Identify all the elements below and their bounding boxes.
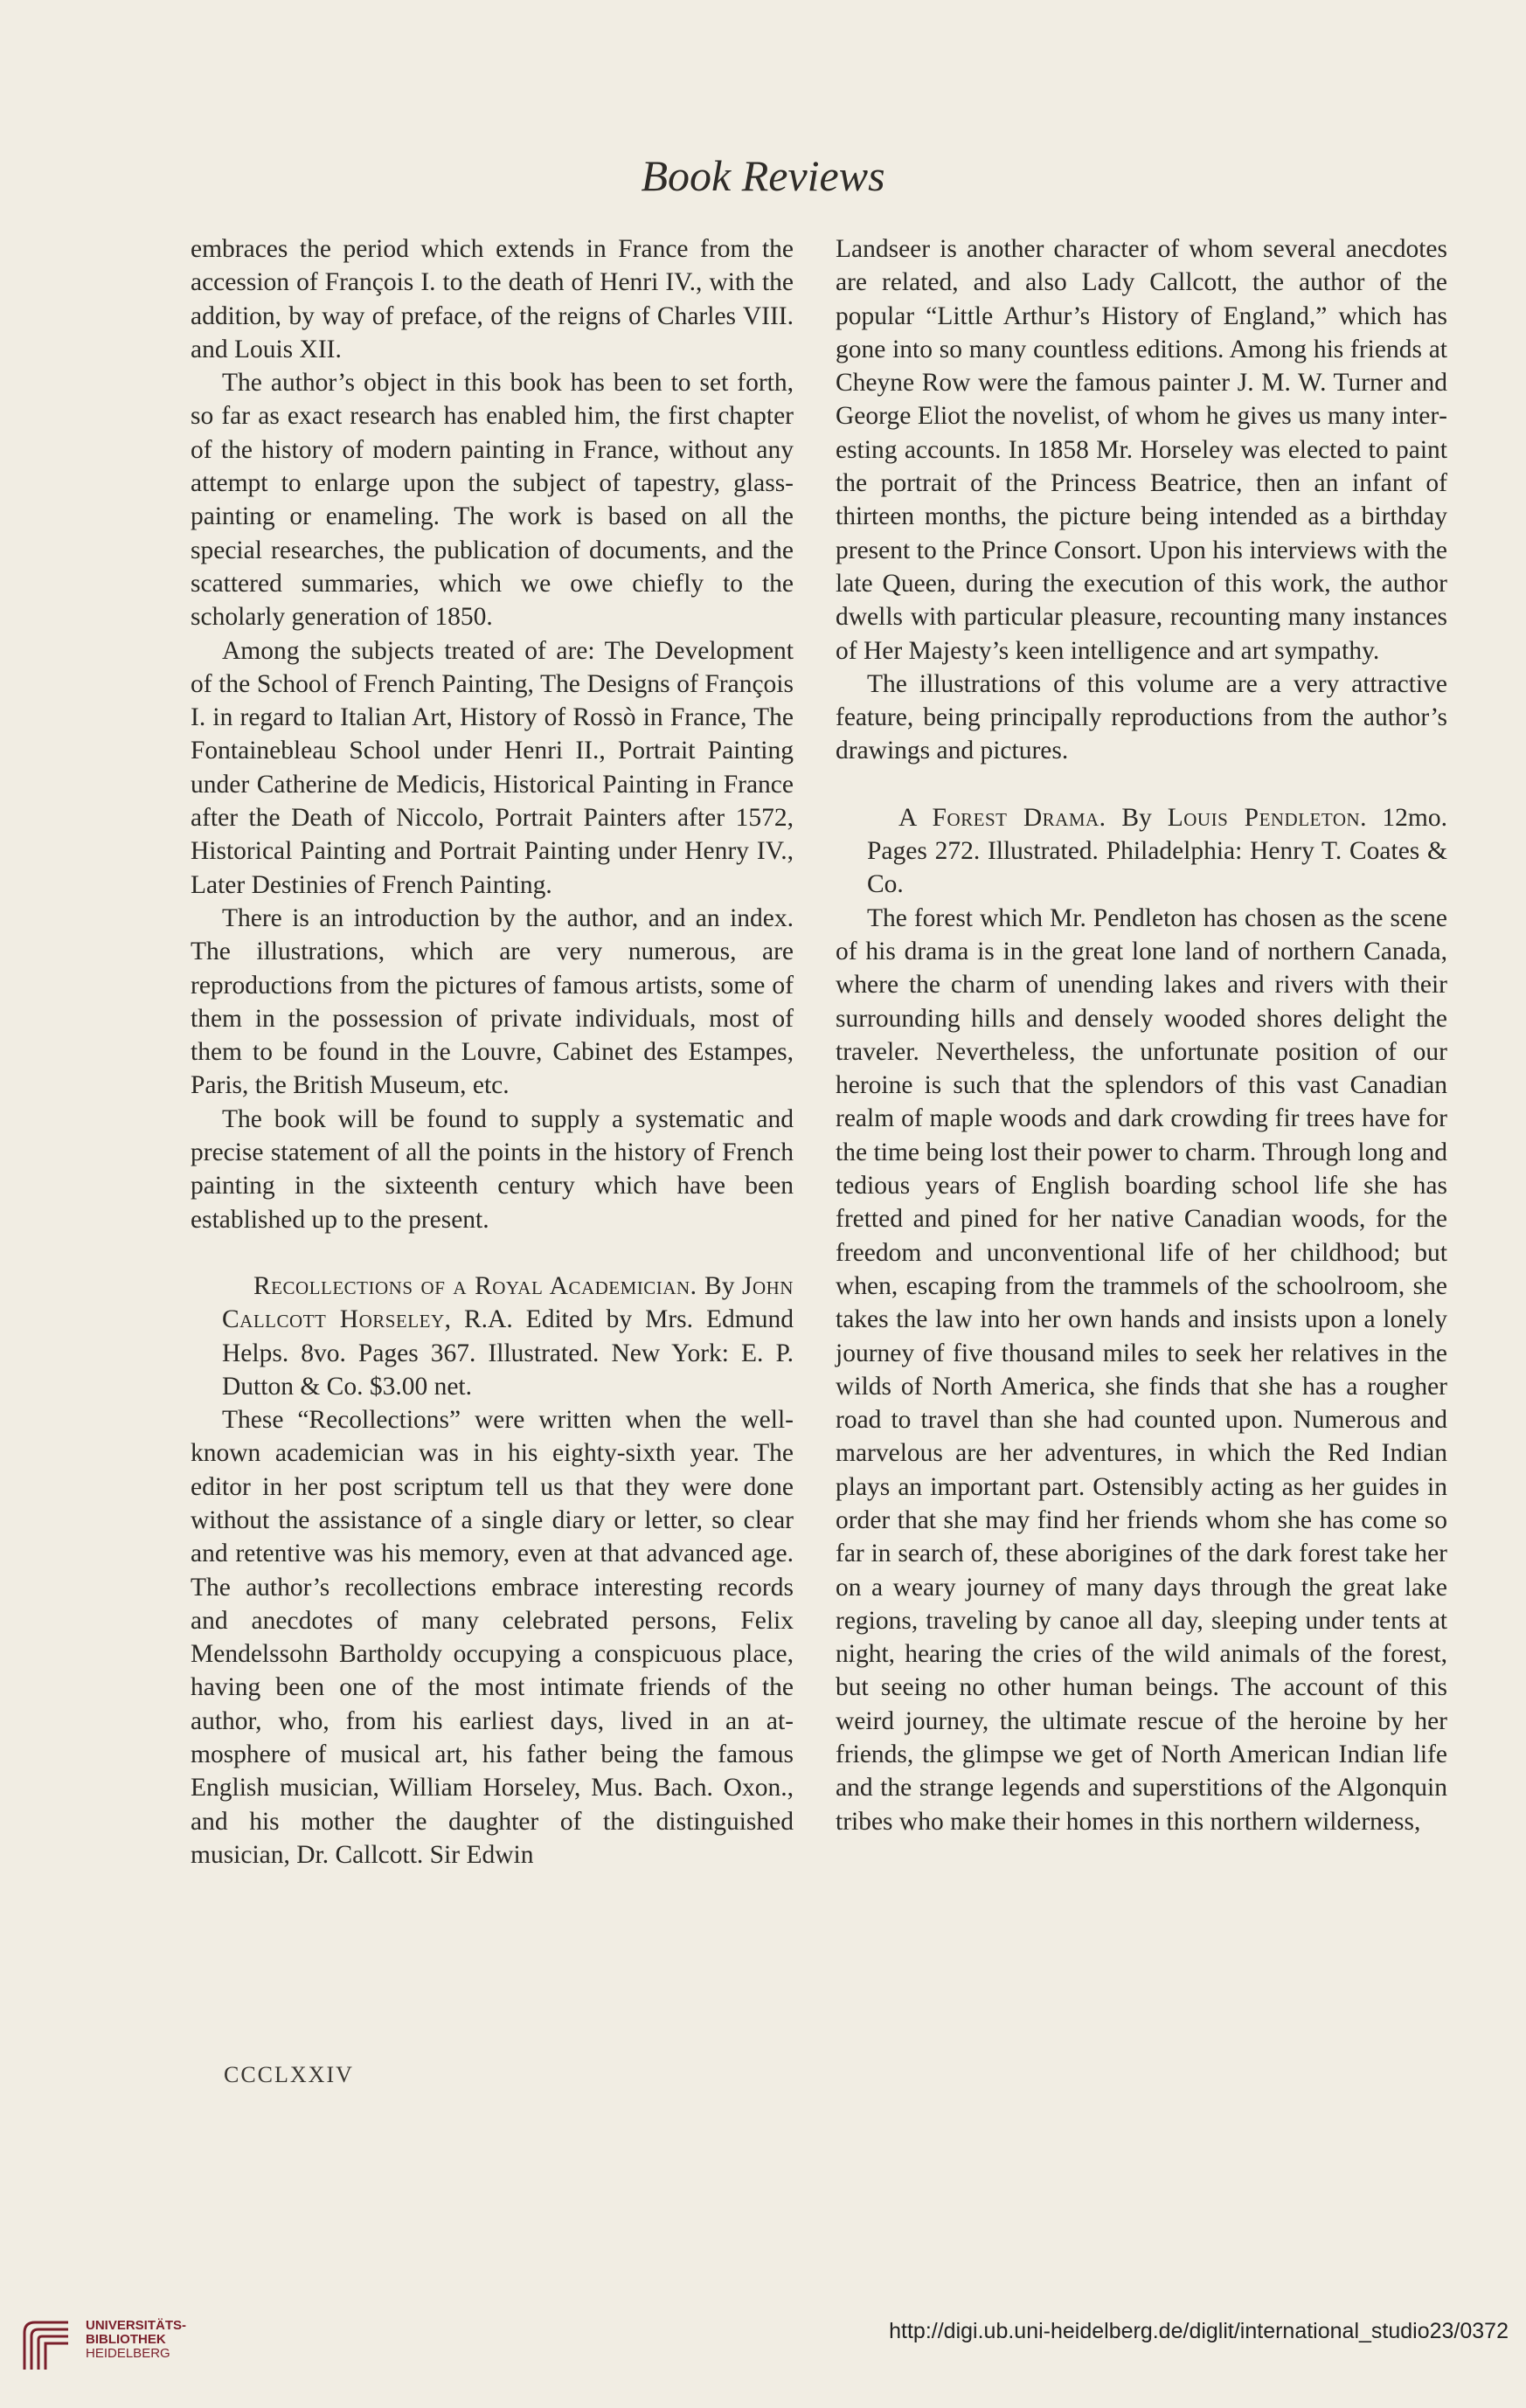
library-logo[interactable] [17, 2315, 245, 2385]
library-emblem-icon [17, 2315, 79, 2377]
section-gap [191, 1236, 794, 1270]
library-line: HEIDELBERG [86, 2346, 170, 2361]
library-line: UNIVERSITÄTS- [86, 2318, 187, 2333]
review-title: A Forest Drama. [898, 803, 1106, 832]
library-line: BIBLIOTHEK [86, 2332, 166, 2347]
paragraph: There is an introduction by the author, and an index. The illustrations, which are very numerous, are reproductions from the pictures of famous artists, some of them in the possession of private individuals, most of them to be found in the Louvre, Cabinet des Estampes, Paris, the British Museum, etc. [191, 903, 794, 1100]
paragraph: Among the subjects treated of are: The Development of the School of French Painting, The Designs of François I. in regard to Italian Art, History of Rossò in France, The Fontainebleau School under Henri II., Portrait Painting under Catherine de Medicis, Historical Painting in France after the Death of Niccolo, Portrait Painters after 1572, Historical Painting and Portrait Painting under Henry IV., Later Destinies of French Painting. [191, 636, 794, 899]
right-column [836, 232, 1447, 1838]
review-heading [191, 1270, 794, 1403]
paragraph: The forest which Mr. Pendleton has chosen as the scene of his drama is in the great lone land of northern Canada, where the charm of unending lakes and rivers with their surrounding hills and densely wooded shores delight the traveler. Nevertheless, the unfortunate position of our heroine is such that the splendors of this vast Canadian realm of maple woods and dark crowding fir trees have for the time being lost their power to charm. Through long and tedious years of English boarding school life she has fretted and pined for her native Canadian woods, for the freedom and unconventional life of her childhood; but when, escaping from the trammels of the schoolroom, she takes the law into her own hands and insists upon a lonely journey of five thousand miles to seek her relatives in the wilds of North America, she finds that she has a rougher road to travel than she had counted upon. Numerous and marvelous are her adventures, in which the Red Indian plays an important part. Ostensibly acting as her guides in order that she may find her friends whom she has come so far in search of, these aborigines of the dark forest take her on a weary journey of many days through the great lake regions, traveling by canoe all day, sleeping under tents at night, hearing the cries of the wild animals of the forest, but seeing no other human beings. The account of this weird journey, the ultimate rescue of the heroine by her friends, the glimpse we get of North American Indian life and the strange legends and superstitions of the Algonquin tribes who make their homes in this northern wilderness, [836, 903, 1447, 1836]
review-details: , R.A. Edited by Mrs. Edmund Helps. 8vo. Pages 367. Illustrated. New York: E. P. Dutton & Co. $3.00 net. [222, 1305, 794, 1401]
running-head: Book Reviews [641, 151, 885, 200]
paragraph: The illustrations of this volume are a very attractive feature, being principally reproductions from the author’s drawings and pictures. [836, 669, 1447, 765]
review-heading [836, 801, 1447, 902]
review-details: . 12mo. Pages 272. Illustrated. Philadelphia: Henry T. Coates & Co. [867, 803, 1447, 899]
review-byline: By [1106, 803, 1168, 832]
review-author: John Callcott Horseley [222, 1271, 794, 1334]
library-name [86, 2319, 186, 2361]
left-column [191, 232, 794, 1872]
review-author: Louis Pendleton [1167, 803, 1361, 832]
paragraph: These “Recollections” were written when the well-known academician was in his eighty-sixth year. The editor in her post scriptum tell us that they were done without the assistance of a single diary or letter, so clear and retentive was his memory, even at that advanced age. The author’s recollections embrace interesting records and anecdotes of many celebrated persons, Felix Mendelssohn Bartholdy occupying a conspicuous place, having been one of the most intimate friends of the author, who, from his earliest days, lived in an atmosphere of musical art, his father being the famous English musician, William Horseley, Mus. Bach. Oxon., and his mother the daughter of the distinguished musician, Dr. Callcott. Sir Edwin [191, 1406, 794, 1869]
source-url-link[interactable]: http://digi.ub.uni-heidelberg.de/diglit/international_studio23/0372 [889, 2319, 1509, 2343]
paragraph: embraces the period which extends in France from the accession of François I. to the death of Henri IV., with the addition, by way of preface, of the reigns of Charles VIII. and Louis XII. [191, 235, 794, 363]
page-number: CCCLXXIV [224, 2062, 354, 2087]
review-title: Recollections of a Royal Academician. [253, 1271, 697, 1300]
section-gap [836, 768, 1447, 801]
paragraph: Landseer is another character of whom several anecdotes are related, and also Lady Callcott, the author of the popular “Little Arthur’s History of England,” which has gone into so many countless editions. Among his friends at Cheyne Row were the famous painter J. M. W. Turner and George Eliot the novelist, of whom he gives us many interesting accounts. In 1858 Mr. Horseley was elected to paint the portrait of the Princess Beatrice, then an infant of thirteen months, the picture being intended as a birthday present to the Prince Consort. Upon his interviews with the late Queen, during the execution of this work, the author dwells with particular pleasure, recounting many instances of Her Majesty’s keen intelligence and art sympathy. [836, 235, 1447, 665]
paragraph: The author’s object in this book has been to set forth, so far as exact research has enabled him, the first chapter of the history of modern painting in France, without any attempt to enlarge upon the subject of tapestry, glass-painting or enameling. The work is based on all the special researches, the publication of documents, and the scattered summaries, which we owe chiefly to the scholarly generation of 1850. [191, 369, 794, 632]
review-byline: By [697, 1271, 742, 1300]
paragraph: The book will be found to supply a systematic and precise statement of all the points in the history of French painting in the sixteenth century which have been established up to the present. [191, 1104, 794, 1234]
